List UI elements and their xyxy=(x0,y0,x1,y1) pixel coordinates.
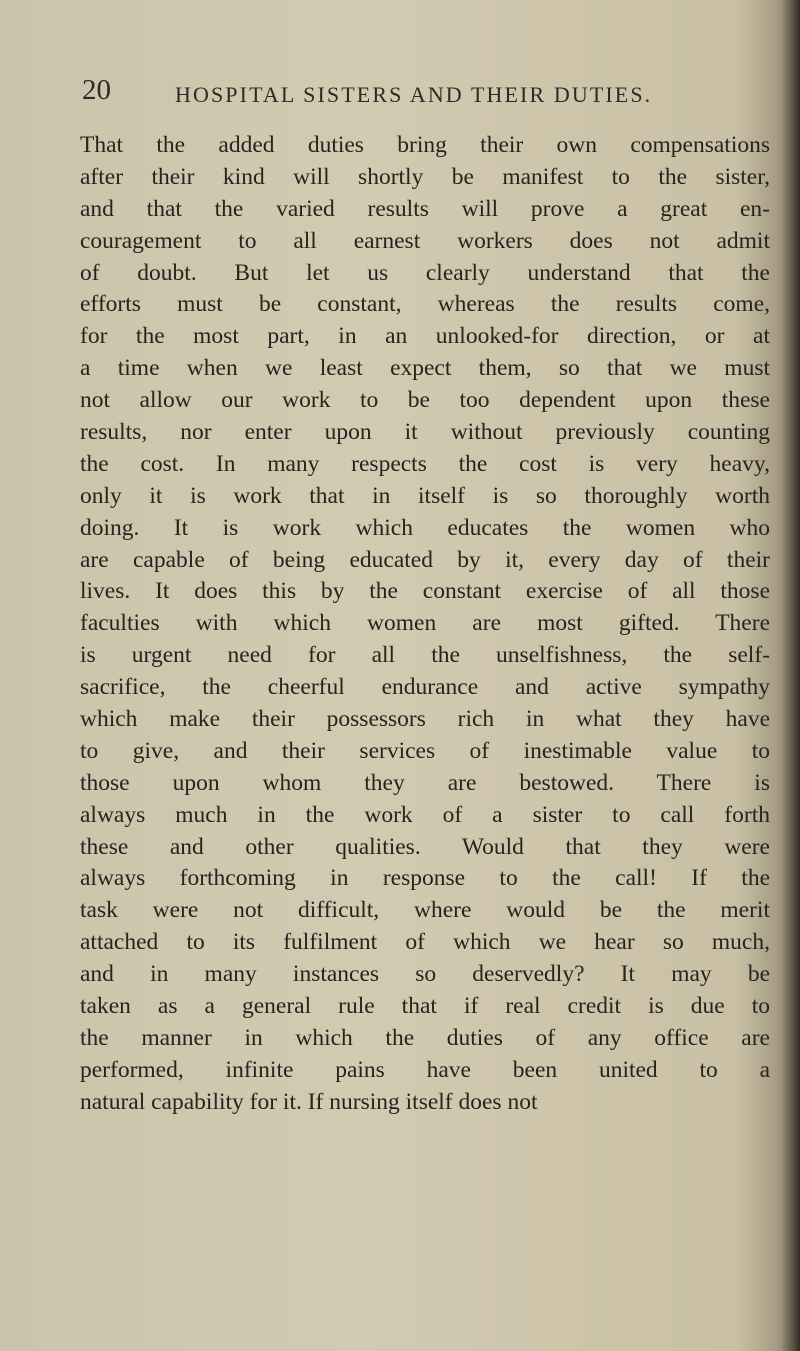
text-line: not allow our work to be too dependent upon these xyxy=(80,387,770,414)
text-line: to give, and their services of inestimable value to xyxy=(80,737,770,764)
spine-shadow xyxy=(782,0,800,1351)
running-title: HOSPITAL SISTERS AND THEIR DUTIES. xyxy=(175,82,653,107)
text-line: those upon whom they are bestowed. There is xyxy=(80,769,770,796)
text-line: natural capability for it. If nursing itself does not xyxy=(80,1088,538,1115)
text-line: and that the varied results will prove a great en- xyxy=(80,195,770,222)
text-line: performed, infinite pains have been united to a xyxy=(80,1056,770,1083)
text-line: sacrifice, the cheerful endurance and active sympathy xyxy=(80,674,770,701)
body-text xyxy=(80,130,770,1119)
text-line: efforts must be constant, whereas the results come, xyxy=(80,291,770,318)
text-line: are capable of being educated by it, every day of their xyxy=(80,546,770,573)
text-line: these and other qualities. Would that they were xyxy=(80,833,770,860)
page-number: 20 xyxy=(82,74,111,106)
text-line: is urgent need for all the unselfishness, the self- xyxy=(80,642,770,669)
text-line: always forthcoming in response to the call! If the xyxy=(80,865,770,892)
text-line: That the added duties bring their own compensations xyxy=(80,132,770,158)
text-line: attached to its fulfilment of which we hear so much, xyxy=(80,929,770,956)
text-line: couragement to all earnest workers does not admit xyxy=(80,227,770,254)
text-line: faculties with which women are most gifted. There xyxy=(80,610,770,637)
text-line: the cost. In many respects the cost is very heavy, xyxy=(80,450,770,477)
text-line: the manner in which the duties of any office are xyxy=(80,1024,770,1051)
text-line: after their kind will shortly be manifest to the sister, xyxy=(80,163,770,190)
text-line: which make their possessors rich in what they have xyxy=(80,706,770,733)
text-line: and in many instances so deservedly? It may be xyxy=(80,961,770,988)
text-line: of doubt. But let us clearly understand that the xyxy=(80,259,770,286)
text-line: always much in the work of a sister to call forth xyxy=(80,801,770,828)
text-line: taken as a general rule that if real credit is due to xyxy=(80,993,770,1020)
text-line: for the most part, in an unlooked-for direction, or at xyxy=(80,323,770,350)
text-line: doing. It is work which educates the women who xyxy=(80,514,770,541)
text-line: only it is work that in itself is so thoroughly worth xyxy=(80,482,770,509)
text-line: task were not difficult, where would be the merit xyxy=(80,897,770,924)
text-line: a time when we least expect them, so that we must xyxy=(80,355,770,382)
text-line: lives. It does this by the constant exercise of all those xyxy=(80,578,770,605)
text-line: results, nor enter upon it without previously counting xyxy=(80,419,770,446)
